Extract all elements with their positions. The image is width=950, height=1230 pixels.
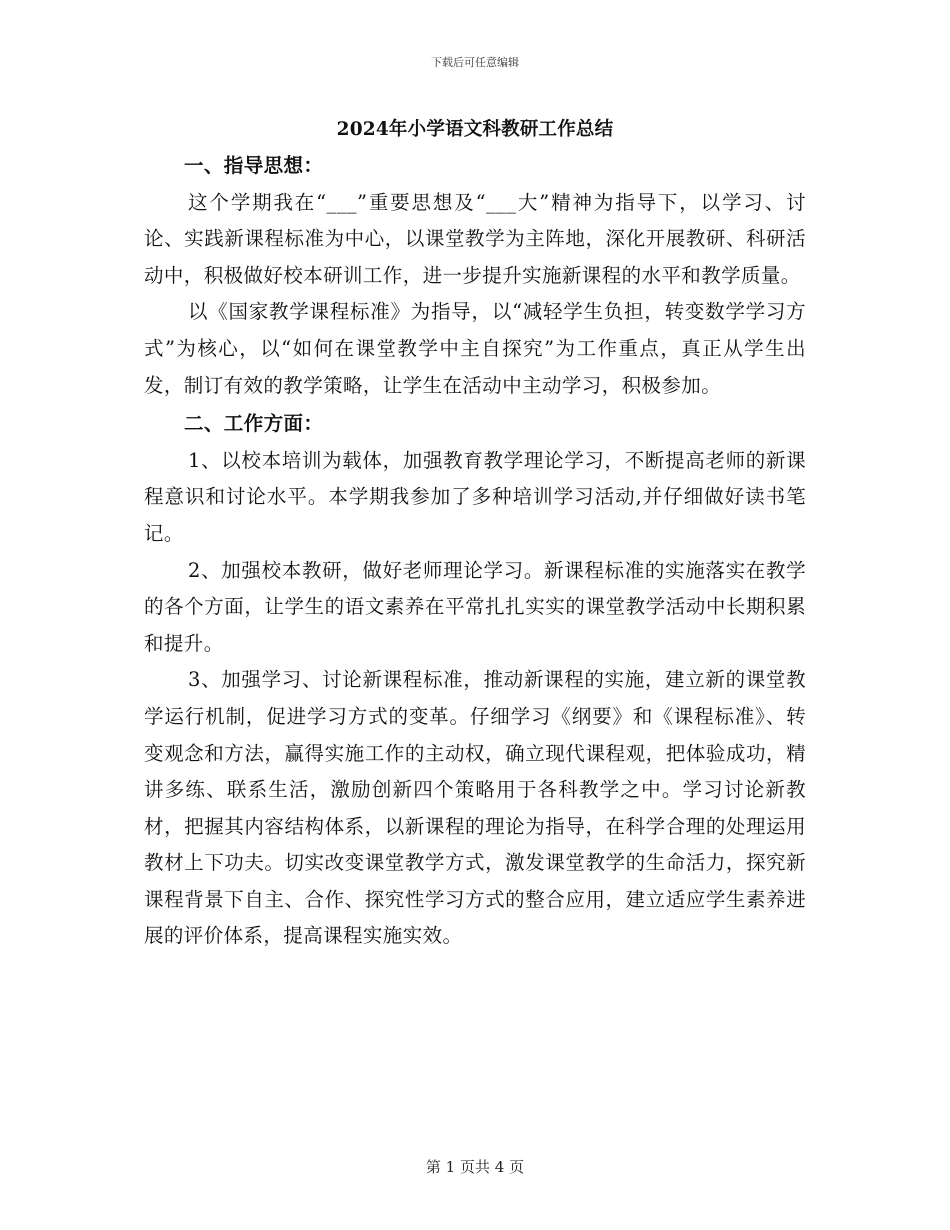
paragraph: 3、加强学习、讨论新课程标准，推动新课程的实施，建立新的课堂教学运行机制，促进学习方式的变革。仔细学习《纲要》和《课程标准》、转变观念和方法，赢得实施工作的主动权，确立现代课程观，把体验成功，精讲多练、联系生活，激励创新四个策略用于各科教学之中。学习讨论新教材，把握其内容结构体系，以新课程的理论为指导，在科学合理的处理运用教材上下功夫。切实改变课堂教学方式，激发课堂教学的生命活力，探究新课程背景下自主、合作、探究性学习方式的整合应用，建立适应学生素养进展的评价体系，提高课程实施实效。 [144, 668, 806, 948]
paragraph: 1、以校本培训为载体，加强教育教学理论学习，不断提高老师的新课程意识和讨论水平。本学期我参加了多种培训学习活动,并仔细做好读书笔记。 [144, 448, 806, 545]
paragraph: 这个学期我在“___”重要思想及“___大”精神为指导下，以学习、讨论、实践新课程标准为中心，以课堂教学为主阵地，深化开展教研、科研活动中，积极做好校本研训工作，进一步提升实施新课程的水平和教学质量。 [144, 190, 806, 287]
document-title: 2024年小学语文科教研工作总结 [336, 119, 614, 140]
section-heading-guiding-ideology: 一、指导思想： [184, 154, 324, 177]
paragraph: 以《国家教学课程标准》为指导，以“减轻学生负担，转变数学学习方式”为核心，以“如何在课堂教学中主自探究”为工作重点，真正从学生出发，制订有效的教学策略，让学生在活动中主动学习，积极参加。 [144, 300, 806, 397]
header-note: 下载后可任意编辑 [431, 56, 519, 69]
section-heading-work-aspects: 二、工作方面： [184, 412, 324, 436]
document-body [144, 148, 806, 955]
paragraph: 2、加强校本教研，做好老师理论学习。新课程标准的实施落实在教学的各个方面，让学生的语文素养在平常扎扎实实的课堂教学活动中长期积累和提升。 [144, 558, 806, 655]
page-number-footer: 第 1 页共 4 页 [425, 1158, 525, 1176]
